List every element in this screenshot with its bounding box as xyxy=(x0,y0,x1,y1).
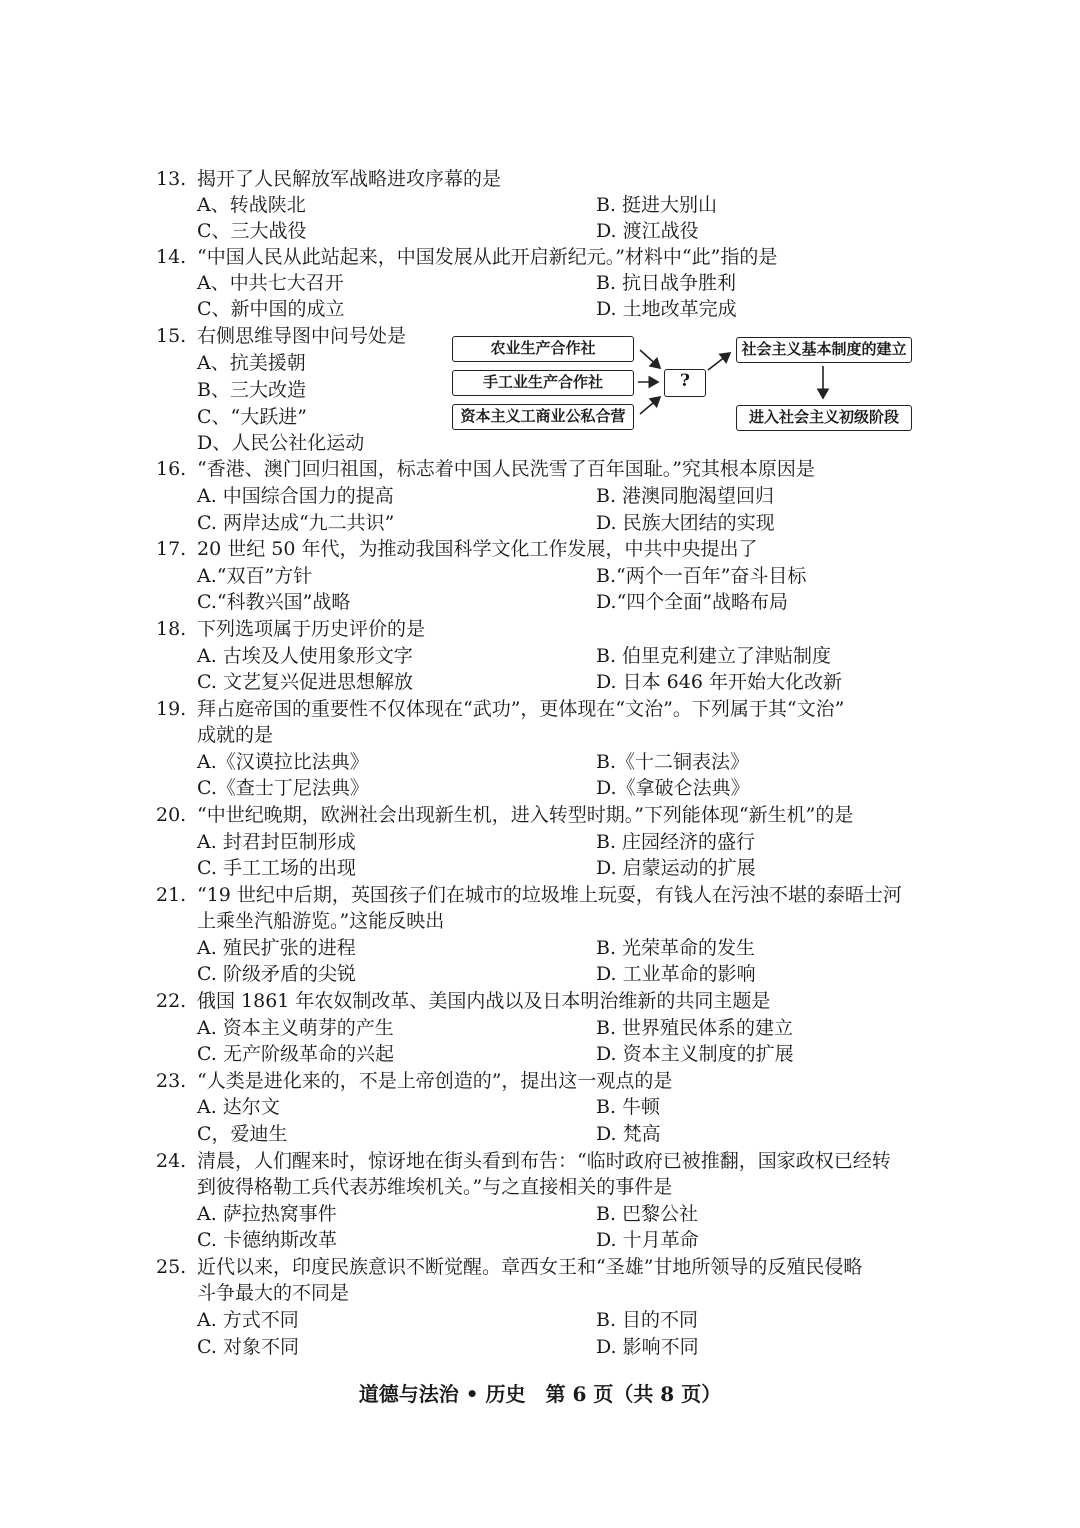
q16-option-d: D. 民族大团结的实现 xyxy=(596,512,775,534)
mindmap-question-box: ? xyxy=(664,369,706,397)
mindmap-box-handicraft: 手工业生产合作社 xyxy=(452,370,634,396)
q15-option-d: D、人民公社化运动 xyxy=(197,432,365,454)
q22-option-d: D. 资本主义制度的扩展 xyxy=(596,1043,794,1065)
q19-option-a: A.《汉谟拉比法典》 xyxy=(197,751,369,773)
q23-number: 23. xyxy=(156,1070,187,1092)
q17-option-a: A.“双百”方针 xyxy=(197,565,313,587)
q25-option-c: C. 对象不同 xyxy=(197,1336,299,1358)
q20-option-b: B. 庄园经济的盛行 xyxy=(596,831,756,853)
q22-option-b: B. 世界殖民体系的建立 xyxy=(596,1017,794,1039)
q19-option-c: C.《查士丁尼法典》 xyxy=(197,777,369,799)
q19-number: 19. xyxy=(156,698,187,720)
mindmap-box-primary-stage: 进入社会主义初级阶段 xyxy=(736,405,912,431)
q13-option-b: B. 挺进大别山 xyxy=(596,194,718,216)
arrow-capitalist-to-question xyxy=(640,397,660,414)
q21-option-d: D. 工业革命的影响 xyxy=(596,963,756,985)
q25-stem-line1: 近代以来，印度民族意识不断觉醒。章西女王和“圣雄”甘地所领导的反殖民侵略 xyxy=(197,1256,863,1278)
q21-stem-line2: 上乘坐汽船游览。”这能反映出 xyxy=(197,910,445,932)
q22-stem: 俄国 1861 年农奴制改革、美国内战以及日本明治维新的共同主题是 xyxy=(197,990,771,1012)
q13-option-c: C、三大战役 xyxy=(197,220,307,242)
q17-number: 17. xyxy=(156,538,187,560)
q18-number: 18. xyxy=(156,618,187,640)
q17-stem: 20 世纪 50 年代，为推动我国科学文化工作发展，中共中央提出了 xyxy=(197,538,758,560)
q21-number: 21. xyxy=(156,884,187,906)
q14-number: 14. xyxy=(156,246,187,268)
q18-option-b: B. 伯里克利建立了津贴制度 xyxy=(596,645,832,667)
q15-option-a: A、抗美援朝 xyxy=(197,352,306,374)
q13-number: 13. xyxy=(156,168,187,190)
q22-option-a: A. 资本主义萌芽的产生 xyxy=(197,1017,394,1039)
q23-option-d: D. 梵高 xyxy=(596,1123,661,1145)
q16-stem: “香港、澳门回归祖国，标志着中国人民洗雪了百年国耻。”究其根本原因是 xyxy=(197,458,815,480)
q13-stem: 揭开了人民解放军战略进攻序幕的是 xyxy=(197,168,502,190)
q24-stem-line1: 清晨，人们醒来时，惊讶地在街头看到布告：“临时政府已被推翻，国家政权已经转 xyxy=(197,1150,891,1172)
q24-stem-line2: 到彼得格勒工兵代表苏维埃机关。”与之直接相关的事件是 xyxy=(197,1176,673,1198)
q14-option-c: C、新中国的成立 xyxy=(197,298,345,320)
page-footer: 道德与法治 • 历史 第 6 页（共 8 页） xyxy=(358,1382,722,1406)
arrow-question-to-socialist-system xyxy=(708,353,730,370)
q23-option-c: C，爱迪生 xyxy=(197,1123,288,1145)
q20-number: 20. xyxy=(156,804,187,826)
q22-number: 22. xyxy=(156,990,187,1012)
q23-option-b: B. 牛顿 xyxy=(596,1096,661,1118)
q16-number: 16. xyxy=(156,458,187,480)
q16-option-c: C. 两岸达成“九二共识” xyxy=(197,512,395,534)
q25-stem-line2: 斗争最大的不同是 xyxy=(197,1282,350,1304)
q25-option-d: D. 影响不同 xyxy=(596,1336,699,1358)
q15-option-b: B、三大改造 xyxy=(197,379,306,401)
q21-stem-line1: “19 世纪中后期，英国孩子们在城市的垃圾堆上玩耍，有钱人在污浊不堪的泰晤士河 xyxy=(197,884,902,906)
q14-stem: “中国人民从此站起来，中国发展从此开启新纪元。”材料中“此”指的是 xyxy=(197,246,778,268)
q24-option-d: D. 十月革命 xyxy=(596,1229,699,1251)
mindmap-box-capitalist-industry: 资本主义工商业公私合营 xyxy=(452,404,634,430)
q25-option-b: B. 目的不同 xyxy=(596,1309,699,1331)
q13-option-d: D. 渡江战役 xyxy=(596,220,699,242)
q16-option-b: B. 港澳同胞渴望回归 xyxy=(596,485,775,507)
arrow-agri-to-question xyxy=(640,350,660,368)
q15-number: 15. xyxy=(156,325,187,347)
q14-option-d: D. 土地改革完成 xyxy=(596,298,737,320)
q18-option-c: C. 文艺复兴促进思想解放 xyxy=(197,671,413,693)
q23-stem: “人类是进化来的，不是上帝创造的”，提出这一观点的是 xyxy=(197,1070,673,1092)
q20-option-c: C. 手工工场的出现 xyxy=(197,857,356,879)
q24-option-a: A. 萨拉热窝事件 xyxy=(197,1203,337,1225)
q22-option-c: C. 无产阶级革命的兴起 xyxy=(197,1043,394,1065)
q15-stem: 右侧思维导图中问号处是 xyxy=(197,325,407,347)
q18-option-a: A. 古埃及人使用象形文字 xyxy=(197,645,413,667)
q19-option-b: B.《十二铜表法》 xyxy=(596,751,750,773)
q20-option-a: A. 封君封臣制形成 xyxy=(197,831,356,853)
q19-option-d: D.《拿破仑法典》 xyxy=(596,777,750,799)
mindmap-box-socialist-system: 社会主义基本制度的建立 xyxy=(736,337,912,363)
mindmap-box-agriculture: 农业生产合作社 xyxy=(452,336,634,362)
q16-option-a: A. 中国综合国力的提高 xyxy=(197,485,394,507)
q15-option-c: C、“大跃进” xyxy=(197,406,307,428)
q24-number: 24. xyxy=(156,1150,187,1172)
q17-option-b: B.“两个一百年”奋斗目标 xyxy=(596,565,807,587)
q19-stem-line2: 成就的是 xyxy=(197,724,274,746)
q21-option-c: C. 阶级矛盾的尖锐 xyxy=(197,963,356,985)
q17-option-d: D.“四个全面”战略布局 xyxy=(596,591,789,613)
q18-option-d: D. 日本 646 年开始大化改新 xyxy=(596,671,842,693)
q13-option-a: A、转战陕北 xyxy=(197,194,306,216)
q20-option-d: D. 启蒙运动的扩展 xyxy=(596,857,756,879)
q14-option-b: B. 抗日战争胜利 xyxy=(596,272,737,294)
q24-option-b: B. 巴黎公社 xyxy=(596,1203,699,1225)
q24-option-c: C. 卡德纳斯改革 xyxy=(197,1229,337,1251)
q25-number: 25. xyxy=(156,1256,187,1278)
q25-option-a: A. 方式不同 xyxy=(197,1309,299,1331)
q19-stem-line1: 拜占庭帝国的重要性不仅体现在“武功”，更体现在“文治”。下列属于其“文治” xyxy=(197,698,845,720)
q18-stem: 下列选项属于历史评价的是 xyxy=(197,618,426,640)
q20-stem: “中世纪晚期，欧洲社会出现新生机，进入转型时期。”下列能体现“新生机”的是 xyxy=(197,804,854,826)
q21-option-b: B. 光荣革命的发生 xyxy=(596,937,756,959)
q17-option-c: C.“科教兴国”战略 xyxy=(197,591,351,613)
q14-option-a: A、中共七大召开 xyxy=(197,272,344,294)
q21-option-a: A. 殖民扩张的进程 xyxy=(197,937,356,959)
q23-option-a: A. 达尔文 xyxy=(197,1096,280,1118)
